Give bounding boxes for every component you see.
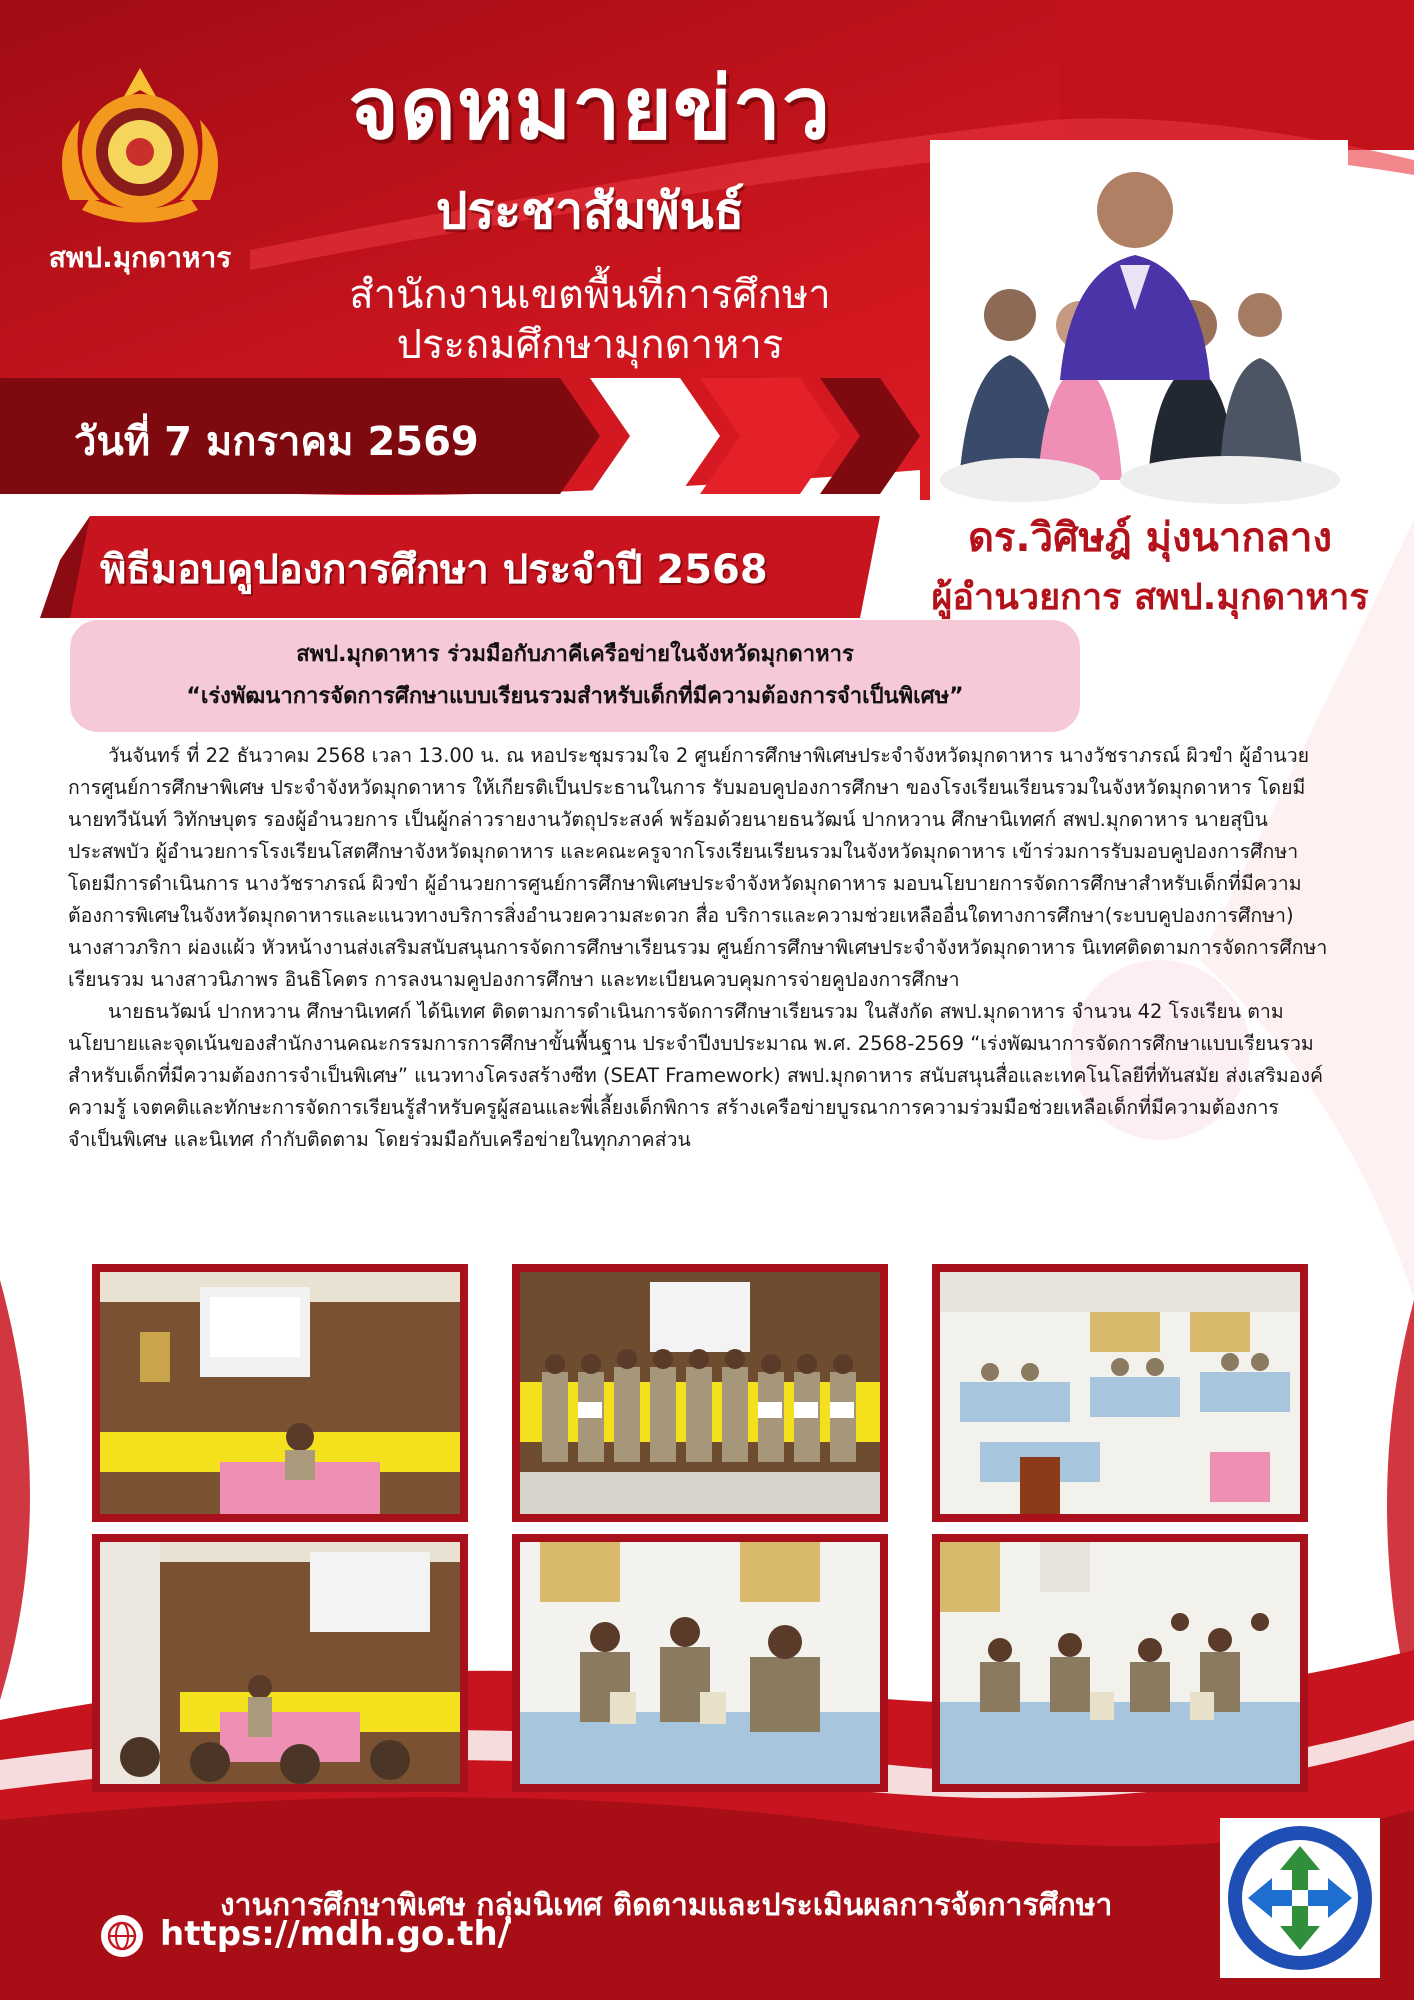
event-photo-6 bbox=[932, 1534, 1308, 1792]
event-photo-4 bbox=[92, 1534, 468, 1792]
footer-department: งานการศึกษาพิเศษ กลุ่มนิเทศ ติดตามและประเมินผลการจัดการศึกษา bbox=[220, 1888, 1113, 1923]
event-photo-3 bbox=[932, 1264, 1308, 1522]
event-photo-5 bbox=[512, 1534, 888, 1792]
logo-caption: สพป.มุกดาหาร bbox=[48, 241, 232, 274]
newsletter-title: จดหมายข่าว bbox=[348, 59, 832, 159]
director-group-photo bbox=[930, 140, 1348, 512]
issue-date: วันที่ 7 มกราคม 2569 bbox=[74, 419, 479, 465]
website-link[interactable]: https://mdh.go.th/ bbox=[160, 1914, 511, 1954]
director-name: ดร.วิศิษฎ์ มุ่งนากลาง bbox=[967, 515, 1333, 561]
office-name bbox=[270, 270, 910, 370]
event-photo-2 bbox=[512, 1264, 888, 1522]
article-paragraph-2: นายธนวัฒน์ ปากหวาน ศึกษานิเทศก์ ได้นิเทศ ติดตามการดำเนินการจัดการศึกษาเรียนรวม ในสังกัด สพป.มุกดาหาร จำนวน 42 โรงเรียน ตามนโยบายและจุดเน้นของสำนักงานคณะกรรมการการศึกษาขั้นพื้นฐาน ประจำปีงบประมาณ พ.ศ. 2568-2569 “เร่งพัฒนาการจัดการศึกษาแบบเรียนรวมสำหรับเด็กที่มีความต้องการจำเป็นพิเศษ” แนวทางโครงสร้างซีท (SEAT Framework) สพป.มุกดาหาร สนับสนุนสื่อและเทคโนโลยีที่ทันสมัย ส่งเสริมองค์ความรู้ เจตคติและทักษะการจัดการเรียนรู้สำหรับครูผู้สอนและพี่เลี้ยงเด็กพิการ สร้างเครือข่ายบูรณาการความร่วมมือช่วยเหลือเด็กที่มีความต้องการจำเป็นพิเศษ และนิเทศ กำกับติดตาม โดยร่วมมือกับเครือข่ายในทุกภาคส่วน bbox=[68, 1000, 1324, 1151]
office-name-line1: สำนักงานเขตพื้นที่การศึกษา bbox=[349, 272, 831, 318]
newsletter-subtitle: ประชาสัมพันธ์ bbox=[435, 182, 745, 240]
supervision-logo bbox=[1220, 1818, 1380, 1978]
event-photo-1 bbox=[92, 1264, 468, 1522]
article-paragraph-1: วันจันทร์ ที่ 22 ธันวาคม 2568 เวลา 13.00 น. ณ หอประชุมรวมใจ 2 ศูนย์การศึกษาพิเศษประจำจังหวัดมุกดาหาร นางวัชราภรณ์ ผิวขำ ผู้อำนวยการศูนย์การศึกษาพิเศษ ประจำจังหวัดมุกดาหาร ให้เกียรติเป็นประธานในการ รับมอบคูปองการศึกษา ของโรงเรียนเรียนรวมในจังหวัดมุกดาหาร โดยมีนายทวีนันท์ วิทักษบุตร รองผู้อำนวยการ เป็นผู้กล่าวรายงานวัตถุประสงค์ พร้อมด้วยนายธนวัฒน์ ปากหวาน ศึกษานิเทศก์ สพป.มุกดาหาร นายสุบิน ประสพบัว ผู้อำนวยการโรงเรียนโสตศึกษาจังหวัดมุกดาหาร และคณะครูจากโรงเรียนเรียนรวมในจังหวัดมุกดาหาร เข้าร่วมการรับมอบคูปองการศึกษา โดยมีการดำเนินการ นางวัชราภรณ์ ผิวขำ ผู้อำนวยการศูนย์การศึกษาพิเศษประจำจังหวัดมุกดาหาร มอบนโยบายการจัดการศึกษาสำหรับเด็กที่มีความต้องการพิเศษในจังหวัดมุกดาหารและแนวทางบริการสิ่งอำนวยความสะดวก สื่อ บริการและความช่วยเหลืออื่นใดทางการศึกษา(ระบบคูปองการศึกษา) นางสาวภริกา ผ่องแผ้ว หัวหน้างานส่งเสริมสนับสนุนการจัดการศึกษาเรียนรวม ศูนย์การศึกษาพิเศษประจำจังหวัดมุกดาหาร นิเทศติดตามการจัดการศึกษาเรียนรวม นางสาวนิภาพร อินธิโคตร การลงนามคูปองการศึกษา และทะเบียนควบคุมการจ่ายคูปองการศึกษา bbox=[68, 744, 1328, 991]
office-name-line2: ประถมศึกษามุกดาหาร bbox=[396, 322, 784, 368]
globe-icon bbox=[100, 1914, 144, 1958]
article-body bbox=[68, 740, 1330, 1156]
director-position: ผู้อำนวยการ สพป.มุกดาหาร bbox=[931, 577, 1369, 618]
event-subtitle-line2: “เร่งพัฒนาการจัดการศึกษาแบบเรียนรวมสำหรับเด็กที่มีความต้องการจำเป็นพิเศษ” bbox=[186, 684, 964, 709]
event-title: พิธีมอบคูปองการศึกษา ประจำปี 2568 bbox=[100, 547, 768, 593]
event-subtitle-line1: สพป.มุกดาหาร ร่วมมือกับภาคีเครือข่ายในจังหวัดมุกดาหาร bbox=[296, 642, 854, 667]
